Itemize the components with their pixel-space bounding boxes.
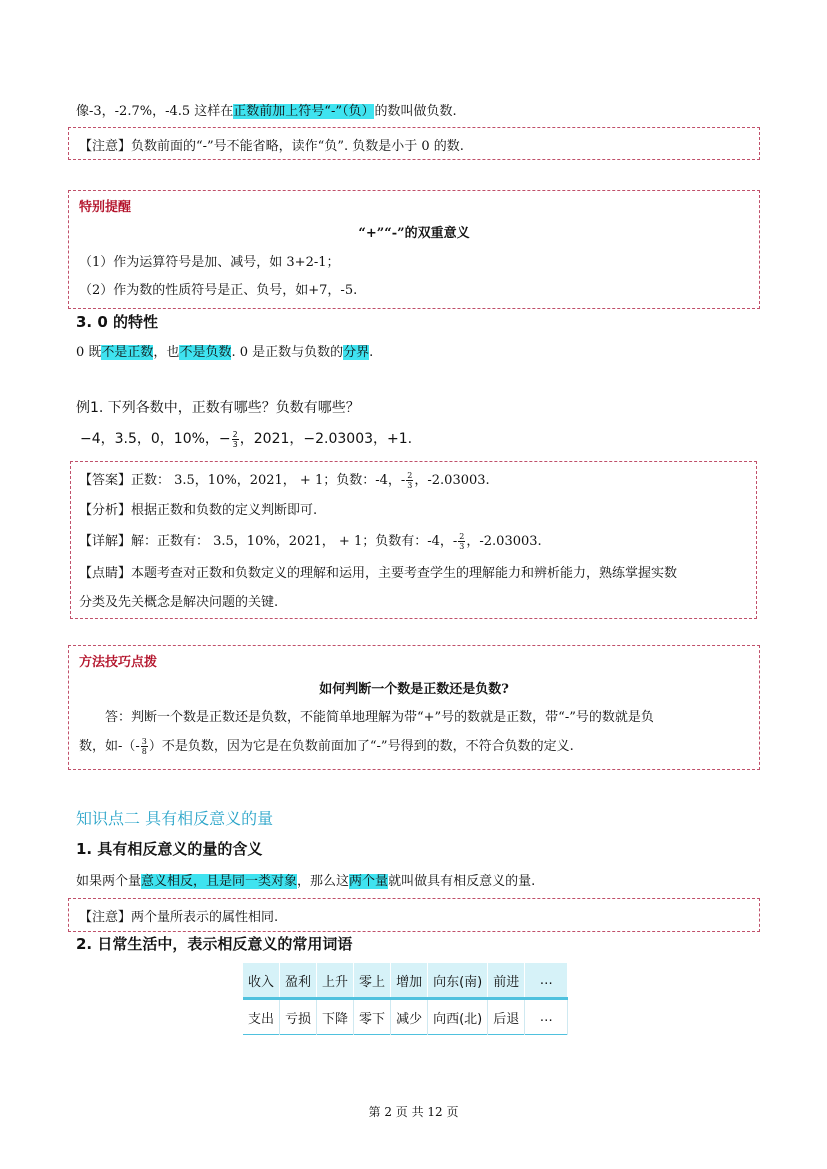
table-row bbox=[243, 999, 568, 1035]
fraction-three-eighths: $\frac{3}{8}$ bbox=[141, 737, 147, 756]
table-cell: 后退 bbox=[488, 999, 525, 1035]
knowledge-point-heading: 知识点二 具有相反意义的量 bbox=[76, 809, 274, 828]
example-question: 例1. 下列各数中，正数有哪些？负数有哪些？ bbox=[76, 400, 360, 416]
opposite-words-table bbox=[243, 963, 568, 1035]
tip-box-subtitle: “+”“-”的双重意义 bbox=[358, 226, 470, 241]
analysis-line: 【分析】根据正数和负数的定义判断即可. bbox=[79, 503, 318, 518]
highlight-not-negative: 不是负数 bbox=[179, 345, 232, 360]
note-2-text: 【注意】两个量所表示的属性相同. bbox=[79, 910, 279, 925]
page-footer: 第 2 页 共 12 页 bbox=[368, 1105, 459, 1119]
section-heading-zero: 3. 0 的特性 bbox=[76, 313, 159, 331]
table-cell: 支出 bbox=[243, 999, 280, 1035]
table-cell: 前进 bbox=[488, 963, 525, 999]
table-cell: 零上 bbox=[354, 963, 391, 999]
answer-box bbox=[70, 461, 757, 619]
table-cell: … bbox=[525, 999, 568, 1035]
highlight-boundary: 分界 bbox=[343, 345, 370, 360]
table-cell: 增加 bbox=[391, 963, 428, 999]
tip-box-title: 特别提醒 bbox=[79, 200, 132, 215]
section-heading-meaning: 1. 具有相反意义的量的含义 bbox=[76, 840, 263, 858]
table-cell: 盈利 bbox=[280, 963, 317, 999]
zero-property-line: 0 既不是正数，也不是负数. 0 是正数与负数的分界. bbox=[76, 345, 374, 360]
highlight-not-positive: 不是正数 bbox=[101, 345, 154, 360]
answer-line: 【答案】正数： 3.5，10%，2021， + 1；负数：-4，- $\frac{2}{3}$ ，-2.03003. bbox=[79, 471, 490, 490]
table-row bbox=[243, 963, 568, 999]
table-cell: … bbox=[525, 963, 568, 999]
note-box-1 bbox=[68, 127, 760, 160]
method-box-subtitle: 如何判断一个数是正数还是负数? bbox=[319, 682, 509, 697]
intro-text-end: 的数叫做负数. bbox=[374, 104, 457, 119]
table-cell: 收入 bbox=[243, 963, 280, 999]
method-line-2: 数，如-（- $\frac{3}{8}$ ）不是负数，因为它是在负数前面加了“-”号得到的数，不符合负数的定义. bbox=[79, 737, 574, 756]
meaning-line: 如果两个量意义相反，且是同一类对象，那么这两个量就叫做具有相反意义的量. bbox=[76, 874, 536, 889]
table-cell: 亏损 bbox=[280, 999, 317, 1035]
tip-line-1: （1）作为运算符号是加、减号，如 3+2-1； bbox=[79, 255, 340, 270]
fraction-two-thirds: $\frac{2}{3}$ bbox=[459, 532, 465, 551]
tip-box bbox=[68, 190, 760, 309]
comment-line-2: 分类及先关概念是解决问题的关键. bbox=[79, 595, 279, 610]
highlight-opposite-meaning: 意义相反，且是同一类对象 bbox=[141, 874, 298, 889]
note-box-2 bbox=[68, 898, 760, 932]
method-line-1: 答：判断一个数是正数还是负数，不能简单地理解为带“+”号的数就是正数，带“-”号的数就是负 bbox=[105, 710, 654, 725]
table-cell: 向东(南) bbox=[428, 963, 488, 999]
highlight-negative-def: 正数前加上符号“-”（负） bbox=[233, 104, 375, 119]
tip-line-2: （2）作为数的性质符号是正、负号，如+7，-5. bbox=[79, 283, 358, 298]
fraction-two-thirds: $\frac{2}{3}$ bbox=[407, 471, 413, 490]
table-cell: 向西(北) bbox=[428, 999, 488, 1035]
intro-text: 像-3，-2.7%，-4.5 这样在 bbox=[76, 104, 234, 119]
section-heading-words: 2. 日常生活中，表示相反意义的常用词语 bbox=[76, 935, 353, 953]
table-cell: 下降 bbox=[317, 999, 354, 1035]
detail-line: 【详解】解：正数有： 3.5，10%，2021， + 1；负数有：-4，- $\frac{2}{3}$ ，-2.03003. bbox=[79, 532, 542, 551]
highlight-two-quantities: 两个量 bbox=[349, 874, 389, 889]
fraction-two-thirds: $\frac{2}{3}$ bbox=[232, 429, 238, 449]
method-box bbox=[68, 645, 760, 770]
table-cell: 上升 bbox=[317, 963, 354, 999]
table-cell: 零下 bbox=[354, 999, 391, 1035]
intro-line bbox=[76, 100, 457, 119]
comment-line-1: 【点睛】本题考查对正数和负数定义的理解和运用，主要考查学生的理解能力和辨析能力，熟练掌握实数 bbox=[79, 566, 678, 581]
note-1-text: 【注意】负数前面的“-”号不能省略，读作“负”. 负数是小于 0 的数. bbox=[79, 139, 464, 154]
table-cell: 减少 bbox=[391, 999, 428, 1035]
method-box-title: 方法技巧点拨 bbox=[79, 655, 158, 670]
example-numbers: −4，3.5，0，10%，− $\frac{2}{3}$ ，2021，−2.03003，+1. bbox=[80, 429, 413, 449]
